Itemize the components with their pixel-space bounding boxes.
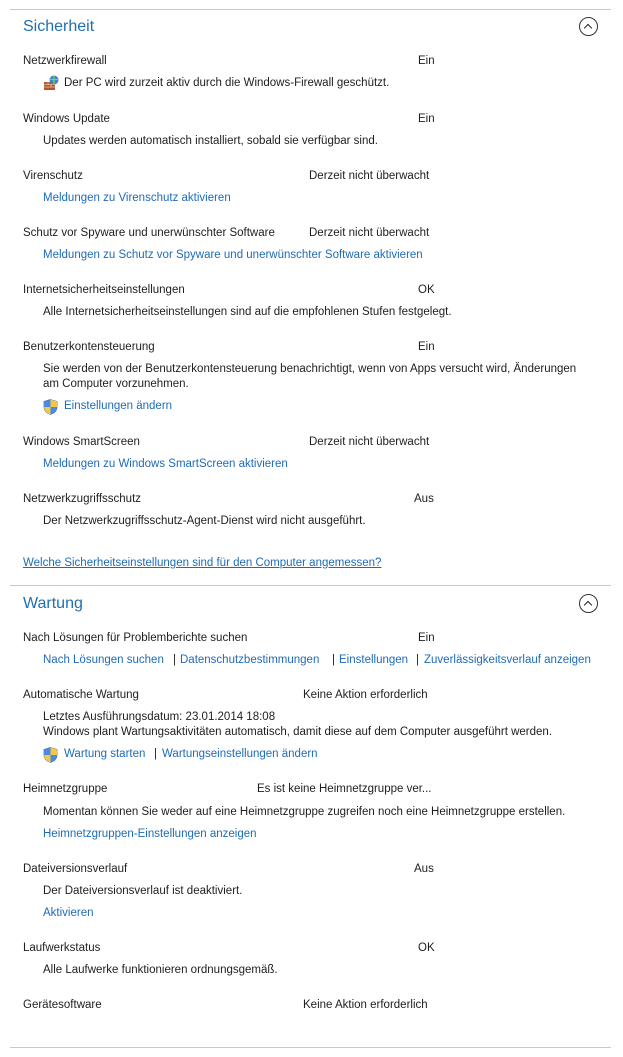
uac-shield-icon <box>43 747 58 763</box>
homegroup-desc: Momentan können Sie weder auf eine Heimnetzgruppe zugreifen noch eine Heimnetzgruppe erstellen. <box>43 806 566 818</box>
drive-status-title: Laufwerkstatus <box>23 942 101 954</box>
device-software-title: Gerätesoftware <box>23 999 102 1011</box>
collapse-maintenance-icon[interactable] <box>579 594 598 613</box>
link-separator: | <box>154 748 157 760</box>
smartscreen-status: Derzeit nicht überwacht <box>309 436 430 448</box>
firewall-title: Netzwerkfirewall <box>23 55 107 67</box>
firewall-desc: Der PC wird zurzeit aktiv durch die Windows-Firewall geschützt. <box>64 77 390 89</box>
auto-maintenance-last-run: Letztes Ausführungsdatum: 23.01.2014 18:08 <box>43 711 276 723</box>
smartscreen-link[interactable]: Meldungen zu Windows SmartScreen aktivieren <box>43 458 288 470</box>
internet-status: OK <box>418 284 435 296</box>
link-separator: | <box>173 654 176 666</box>
smartscreen-title: Windows SmartScreen <box>23 436 140 448</box>
nap-desc: Der Netzwerkzugriffsschutz-Agent-Dienst wird nicht ausgeführt. <box>43 515 366 527</box>
auto-maintenance-desc: Windows plant Wartungsaktivitäten automatisch, damit diese auf dem Computer ausgeführt werden. <box>43 726 553 738</box>
section-title-security: Sicherheit <box>23 18 95 35</box>
start-maintenance-link[interactable]: Wartung starten <box>64 748 146 760</box>
spyware-status: Derzeit nicht überwacht <box>309 227 430 239</box>
spyware-title: Schutz vor Spyware und unerwünschter Software <box>23 227 275 239</box>
internet-title: Internetsicherheitseinstellungen <box>23 284 185 296</box>
drive-status-status: OK <box>418 942 435 954</box>
file-history-title: Dateiversionsverlauf <box>23 863 128 875</box>
nap-title: Netzwerkzugriffsschutz <box>23 493 142 505</box>
update-desc: Updates werden automatisch installiert, sobald sie verfügbar sind. <box>43 135 378 147</box>
privacy-link[interactable]: Datenschutzbestimmungen <box>180 654 320 666</box>
auto-maintenance-status: Keine Aktion erforderlich <box>303 689 428 701</box>
nap-status: Aus <box>414 493 434 505</box>
uac-shield-icon <box>43 399 58 415</box>
internet-desc: Alle Internetsicherheitseinstellungen sind auf die empfohlenen Stufen festgelegt. <box>43 306 452 318</box>
uac-settings-link[interactable]: Einstellungen ändern <box>64 400 173 412</box>
device-software-status: Keine Aktion erforderlich <box>303 999 428 1011</box>
update-title: Windows Update <box>23 113 110 125</box>
drive-status-desc: Alle Laufwerke funktionieren ordnungsgemäß. <box>43 964 278 976</box>
file-history-activate-link[interactable]: Aktivieren <box>43 907 94 919</box>
uac-desc-line1: Sie werden von der Benutzerkontensteuerung benachrichtigt, wenn von Apps versucht wird, Änderungen <box>43 363 577 375</box>
file-history-desc: Der Dateiversionsverlauf ist deaktiviert. <box>43 885 243 897</box>
collapse-security-icon[interactable] <box>579 17 598 36</box>
bottom-separator <box>10 1047 611 1048</box>
virus-title: Virenschutz <box>23 170 83 182</box>
section-separator <box>10 585 611 586</box>
spyware-link[interactable]: Meldungen zu Schutz vor Spyware und unerwünschter Software aktivieren <box>43 249 423 261</box>
firewall-status: Ein <box>418 55 435 67</box>
homegroup-settings-link[interactable]: Heimnetzgruppen-Einstellungen anzeigen <box>43 828 257 840</box>
firewall-icon <box>43 75 59 91</box>
file-history-status: Aus <box>414 863 434 875</box>
section-title-maintenance: Wartung <box>23 595 83 612</box>
update-status: Ein <box>418 113 435 125</box>
uac-status: Ein <box>418 341 435 353</box>
homegroup-title: Heimnetzgruppe <box>23 783 108 795</box>
report-settings-link[interactable]: Einstellungen <box>339 654 409 666</box>
uac-desc-line2: am Computer vorzunehmen. <box>43 378 189 390</box>
security-help-link[interactable]: Welche Sicherheitseinstellungen sind für den Computer angemessen? <box>23 557 382 569</box>
problem-reports-status: Ein <box>418 632 435 644</box>
find-solutions-link[interactable]: Nach Lösungen suchen <box>43 654 164 666</box>
problem-reports-title: Nach Lösungen für Problemberichte suchen <box>23 632 248 644</box>
top-separator <box>10 9 611 10</box>
uac-title: Benutzerkontensteuerung <box>23 341 155 353</box>
maintenance-settings-link[interactable]: Wartungseinstellungen ändern <box>162 748 318 760</box>
homegroup-status: Es ist keine Heimnetzgruppe ver... <box>257 783 432 795</box>
virus-status: Derzeit nicht überwacht <box>309 170 430 182</box>
reliability-history-link[interactable]: Zuverlässigkeitsverlauf anzeigen <box>424 654 591 666</box>
link-separator: | <box>416 654 419 666</box>
virus-link[interactable]: Meldungen zu Virenschutz aktivieren <box>43 192 231 204</box>
auto-maintenance-title: Automatische Wartung <box>23 689 139 701</box>
link-separator: | <box>332 654 335 666</box>
